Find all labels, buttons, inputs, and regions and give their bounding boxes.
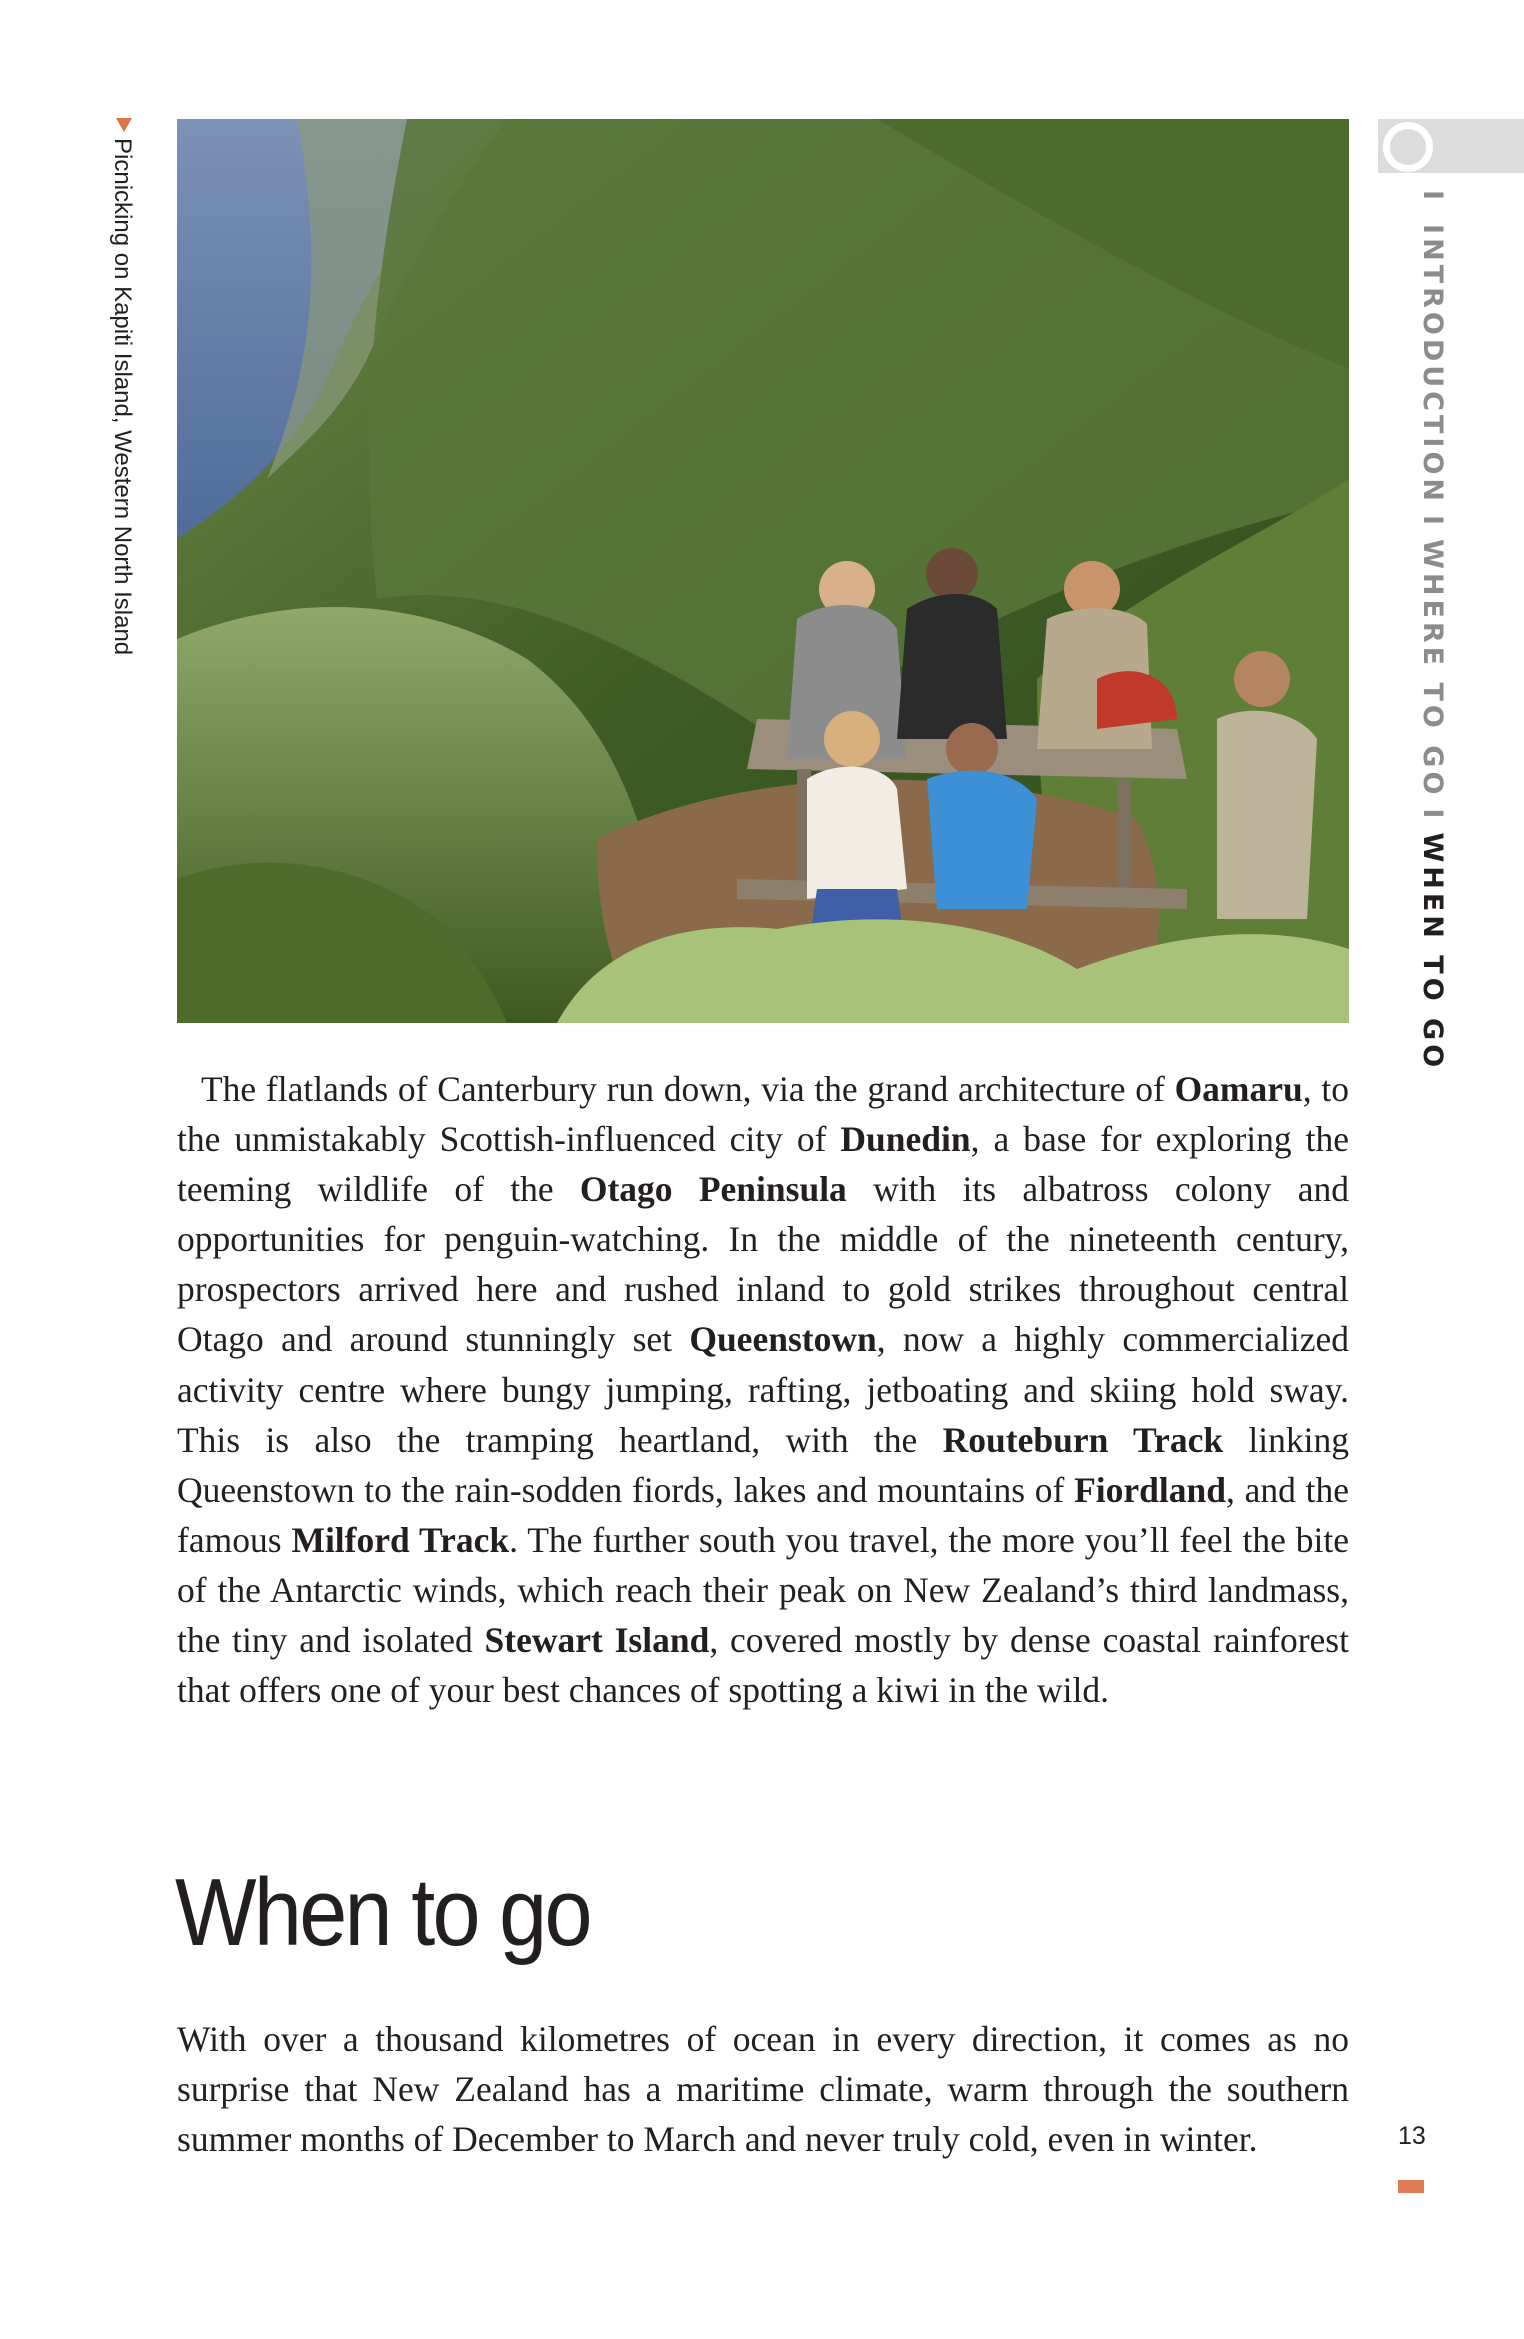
caption-marker-icon [116,118,132,132]
bold-place-name: Stewart Island [484,1620,710,1661]
caption-text: Picnicking on Kapiti Island, Western North Island [109,138,136,656]
photo [177,119,1349,1023]
paragraph-text-run: , to the unmistakably Scottish-influenced city of [177,1069,1349,1160]
running-head-separator: I [1417,190,1448,205]
bold-place-name: Oamaru [1174,1069,1303,1109]
body-paragraph-canterbury [177,1064,1349,1715]
paragraph-text-run: . The further south you travel, the more you’ll feel the bite of the Antarctic winds, which reach their peak on New Zealand’s third landmass, the tiny and isolated [177,1519,1349,1661]
paragraph-text-run: , a base for exploring the teeming wildlife of the [177,1119,1350,1210]
bold-place-name: Otago Peninsula [579,1169,847,1210]
paragraph-text-run: , now a highly commercialized activity centre where bungy jumping, rafting, jetboating and skiing hold sway. This is also the tramping heartland, with the [177,1319,1350,1460]
paragraph-text-run: The flatlands of Canterbury run down, via the grand architecture of [201,1069,1175,1109]
running-head-when-to-go: WHEN TO GO [1417,832,1448,1072]
photo-caption [108,118,136,655]
running-head-separator: I [1417,808,1448,823]
running-head [1417,190,1448,1071]
running-head-introduction: INTRODUCTION [1417,224,1448,506]
paragraph-text-run: , and the famous [177,1469,1349,1560]
page-number: 13 [1398,2122,1426,2150]
paragraph-text-run: , covered mostly by dense coastal rainforest that offers one of your best chances of spotting a kiwi in the wild. [177,1620,1349,1711]
paragraph-text-run: with its albatross colony and opportunities for penguin-watching. In the middle of the nineteenth century, prospectors arrived here and rushed inland to gold strikes throughout central Otago and around stunningly set [177,1169,1349,1360]
paragraph-text-run: linking Queenstown to the rain-sodden fiords, lakes and mountains of [177,1419,1350,1510]
section-ring-icon [1383,122,1433,172]
bold-place-name: Milford Track [291,1519,510,1560]
running-head-separator: I [1417,515,1448,530]
page-marker [1398,2180,1424,2193]
photo-image [177,119,1349,1023]
body-paragraph-when-to-go: With over a thousand kilometres of ocean in every direction, it comes as no surprise that New Zealand has a maritime climate, warm through the southern summer months of December to March and never truly cold, even in winter. [177,2019,1349,2160]
bold-place-name: Routeburn Track [942,1419,1224,1460]
bold-place-name: Queenstown [689,1319,877,1360]
bold-place-name: Dunedin [840,1119,971,1160]
running-head-where-to-go: WHERE TO GO [1417,539,1448,799]
bold-place-name: Fiordland [1074,1469,1226,1510]
section-heading: When to go [175,1859,590,1966]
